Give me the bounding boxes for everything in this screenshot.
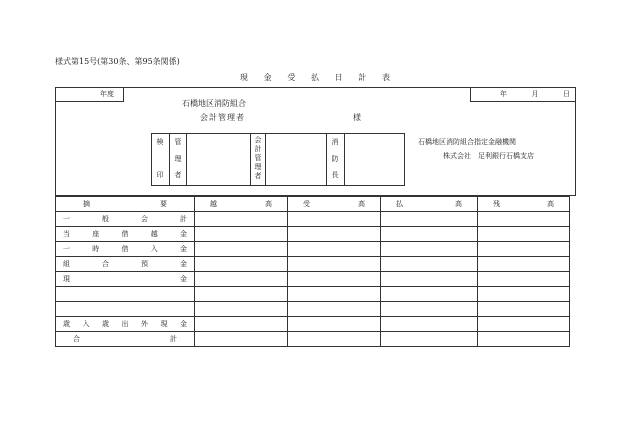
divider xyxy=(186,133,187,186)
cell[interactable] xyxy=(288,242,381,257)
accounting-manager-label-char: 計 xyxy=(254,145,262,153)
title-char: 計 xyxy=(358,73,367,82)
cell[interactable] xyxy=(195,302,288,317)
addressee-org: 石橋地区消防組合 xyxy=(182,99,246,108)
label-char: 時 xyxy=(92,244,100,253)
cell[interactable] xyxy=(478,227,570,242)
title-char: 金 xyxy=(263,73,272,82)
form-number: 様式第15号(第30条、第95条関係) xyxy=(55,57,180,66)
header-char: 高 xyxy=(547,199,554,208)
cell[interactable] xyxy=(288,332,381,347)
label-char: 金 xyxy=(180,319,187,328)
ledger-table xyxy=(55,196,570,347)
header-char: 摘 xyxy=(83,199,90,208)
row-label[interactable] xyxy=(56,287,195,302)
accounting-manager-label-char: 理 xyxy=(254,163,262,171)
table-row-total xyxy=(56,332,570,347)
cell[interactable] xyxy=(288,272,381,287)
title-char: 現 xyxy=(240,73,248,82)
divider xyxy=(250,133,251,186)
label-char: 計 xyxy=(170,334,177,343)
cell[interactable] xyxy=(195,317,288,332)
cell[interactable] xyxy=(288,287,381,302)
cell[interactable] xyxy=(478,242,570,257)
cell[interactable] xyxy=(478,257,570,272)
label-char: 現 xyxy=(63,274,70,283)
accounting-manager-label-char: 会 xyxy=(254,136,262,144)
label-char: 借 xyxy=(121,229,129,238)
row-label[interactable] xyxy=(56,302,195,317)
header-char: 残 xyxy=(493,199,500,208)
row-label xyxy=(56,212,195,227)
cell[interactable] xyxy=(195,332,288,347)
table-row xyxy=(56,272,570,287)
header-payments xyxy=(381,197,478,212)
manager-label-char: 理 xyxy=(174,155,182,163)
table-row xyxy=(56,227,570,242)
seal-label-bottom: 印 xyxy=(156,171,164,179)
label-char: 計 xyxy=(180,214,187,223)
label-char: 当 xyxy=(63,229,70,238)
header-char: 要 xyxy=(160,199,167,208)
header-char: 越 xyxy=(210,199,217,208)
table-row xyxy=(56,212,570,227)
cell[interactable] xyxy=(195,287,288,302)
table-row xyxy=(56,257,570,272)
label-char: 歳 xyxy=(63,319,70,328)
addressee-title: 会計管理者 xyxy=(200,113,245,122)
label-char: 一 xyxy=(63,214,70,223)
label-char: 歳 xyxy=(102,319,109,328)
cell[interactable] xyxy=(381,227,478,242)
row-label xyxy=(56,272,195,287)
header-char: 高 xyxy=(265,199,272,208)
cell[interactable] xyxy=(381,212,478,227)
cell[interactable] xyxy=(195,272,288,287)
cell[interactable] xyxy=(288,302,381,317)
header-char: 高 xyxy=(358,199,365,208)
cell[interactable] xyxy=(195,242,288,257)
seal-label-top: 検 xyxy=(156,138,164,146)
divider xyxy=(344,133,345,186)
bank-designation: 石橋地区消防組合指定金融機関 xyxy=(418,138,516,146)
label-char: 入 xyxy=(150,244,158,253)
label-char: 預 xyxy=(141,259,148,268)
cell[interactable] xyxy=(288,257,381,272)
cell[interactable] xyxy=(381,332,478,347)
header-char: 高 xyxy=(455,199,462,208)
label-char: 金 xyxy=(180,229,187,238)
row-label xyxy=(56,242,195,257)
row-label xyxy=(56,257,195,272)
label-char: 越 xyxy=(150,229,158,238)
approval-box xyxy=(151,133,405,186)
cell[interactable] xyxy=(478,212,570,227)
label-char: 借 xyxy=(121,244,129,253)
date-labels xyxy=(500,90,570,99)
cell[interactable] xyxy=(478,272,570,287)
fire-chief-label-char: 消 xyxy=(331,138,339,146)
title-char: 日 xyxy=(334,73,343,82)
honorific: 様 xyxy=(353,113,361,122)
divider xyxy=(326,133,327,186)
row-label xyxy=(56,227,195,242)
cell[interactable] xyxy=(381,302,478,317)
fiscal-year-label: 年度 xyxy=(100,90,114,98)
label-char: 座 xyxy=(92,229,100,238)
fire-chief-label-char: 防 xyxy=(331,155,339,163)
cell[interactable] xyxy=(478,287,570,302)
header-receipts xyxy=(288,197,381,212)
table-row xyxy=(56,287,570,302)
label-char: 入 xyxy=(82,319,90,328)
cell[interactable] xyxy=(381,287,478,302)
table-row xyxy=(56,302,570,317)
label-char: 外 xyxy=(141,319,148,328)
cell[interactable] xyxy=(381,272,478,287)
table-header-row xyxy=(56,197,570,212)
header-summary xyxy=(56,197,195,212)
label-char: 金 xyxy=(180,259,187,268)
cell[interactable] xyxy=(195,227,288,242)
title-char: 払 xyxy=(310,73,319,82)
cell[interactable] xyxy=(381,317,478,332)
label-char: 会 xyxy=(141,214,148,223)
label-char: 現 xyxy=(160,319,168,328)
month-label: 月 xyxy=(531,90,539,98)
header-char: 受 xyxy=(303,199,310,208)
form-title xyxy=(240,73,390,83)
label-char: 合 xyxy=(102,259,109,268)
year-label: 年 xyxy=(500,90,507,98)
accounting-manager-label-char: 者 xyxy=(254,172,262,180)
title-char: 表 xyxy=(381,73,390,82)
bank-name: 株式会社 足利銀行石橋支店 xyxy=(443,152,534,160)
cell[interactable] xyxy=(478,302,570,317)
label-char: 一 xyxy=(63,244,70,253)
label-char: 金 xyxy=(180,274,187,283)
row-label xyxy=(56,332,195,347)
cell[interactable] xyxy=(381,242,478,257)
cell[interactable] xyxy=(195,257,288,272)
manager-label-char: 管 xyxy=(174,138,182,146)
header-balance xyxy=(478,197,570,212)
cell[interactable] xyxy=(195,212,288,227)
day-label: 日 xyxy=(563,90,570,98)
header-carryover xyxy=(195,197,288,212)
cell[interactable] xyxy=(381,257,478,272)
table-row xyxy=(56,242,570,257)
header-char: 払 xyxy=(396,199,403,208)
cell[interactable] xyxy=(288,227,381,242)
divider xyxy=(169,133,170,186)
cell[interactable] xyxy=(478,332,570,347)
title-char: 受 xyxy=(287,73,296,82)
accounting-manager-label-char: 管 xyxy=(254,154,262,162)
label-char: 出 xyxy=(121,319,129,328)
label-char: 般 xyxy=(102,214,109,223)
table-row xyxy=(56,317,570,332)
label-char: 金 xyxy=(180,244,187,253)
cell[interactable] xyxy=(478,317,570,332)
row-label xyxy=(56,317,195,332)
fire-chief-label-char: 長 xyxy=(331,171,339,179)
manager-label-char: 者 xyxy=(174,171,182,179)
cell[interactable] xyxy=(288,317,381,332)
cell[interactable] xyxy=(288,212,381,227)
label-char: 組 xyxy=(63,259,70,268)
divider xyxy=(265,133,266,186)
label-char: 合 xyxy=(73,334,80,343)
